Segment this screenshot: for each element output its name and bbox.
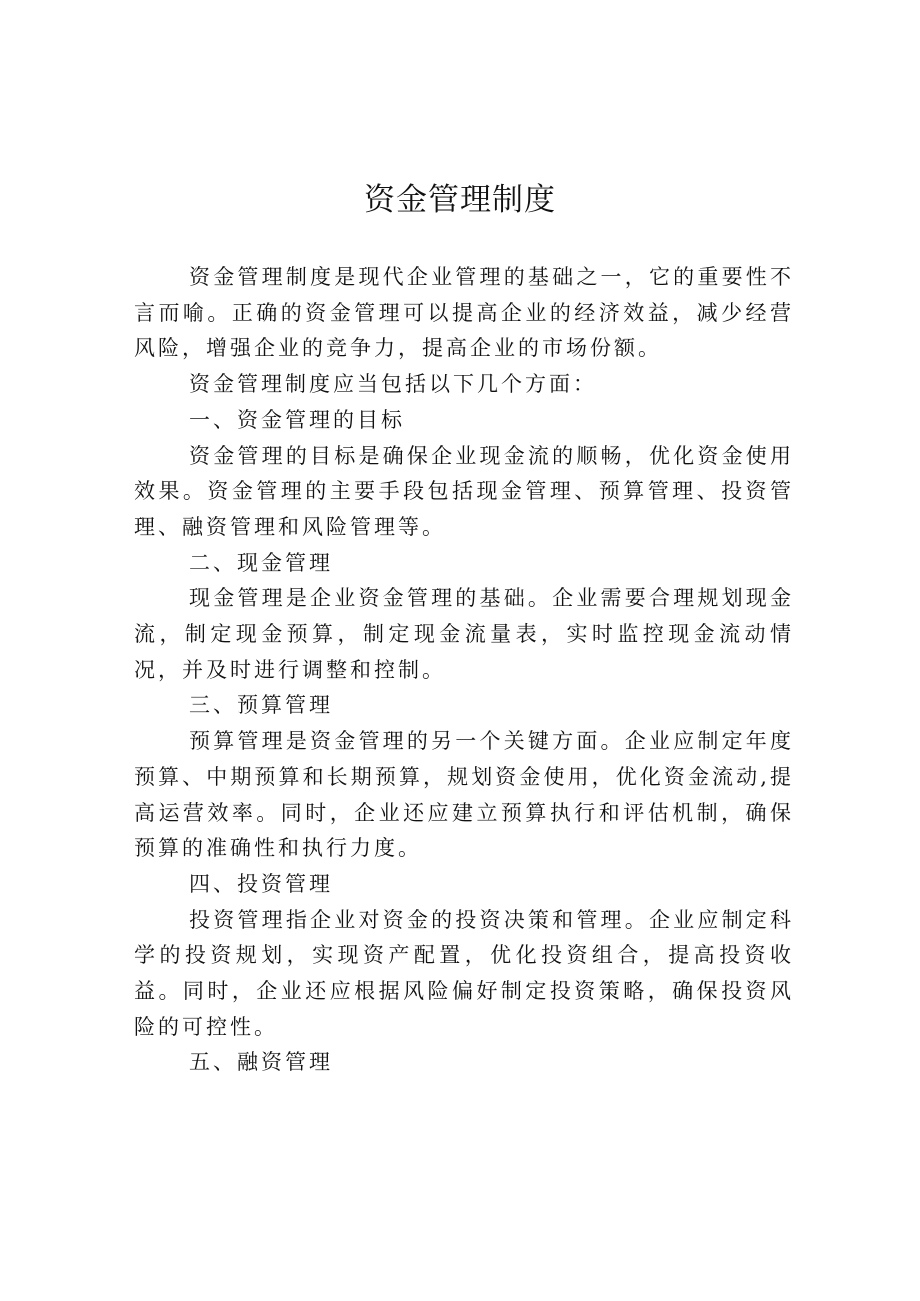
section-heading-investment: 四、投资管理 [189,871,333,896]
paragraph-aspects: 资金管理制度应当包括以下几个方面： [189,372,597,397]
paragraph-cash: 现金管理是企业资金管理的基础。企业需要合理规划现金流，制定现金预算，制定现金流量表，实时监控现金流动情况，并及时进行调整和控制。 [134,586,794,682]
paragraph-intro: 资金管理制度是现代企业管理的基础之一，它的重要性不言而喻。正确的资金管理可以提高企业的经济效益，减少经营风险，增强企业的竞争力，提高企业的市场份额。 [134,265,794,361]
section-heading-financing: 五、融资管理 [189,1050,333,1075]
section-heading-budget: 三、预算管理 [189,693,333,718]
paragraph-budget: 预算管理是资金管理的另一个关键方面。企业应制定年度预算、中期预算和长期预算，规划资金使用，优化资金流动,提高运营效率。同时，企业还应建立预算执行和评估机制，确保预算的准确性和执行力度。 [134,729,794,861]
document-title: 资金管理制度 [364,182,556,218]
section-heading-cash: 二、现金管理 [189,550,333,575]
paragraph-goals: 资金管理的目标是确保企业现金流的顺畅，优化资金使用效果。资金管理的主要手段包括现金管理、预算管理、投资管理、融资管理和风险管理等。 [134,443,794,539]
document-body [134,260,794,1081]
paragraph-investment: 投资管理指企业对资金的投资决策和管理。企业应制定科学的投资规划，实现资产配置，优化投资组合，提高投资收益。同时，企业还应根据风险偏好制定投资策略，确保投资风险的可控性。 [134,907,794,1039]
section-heading-goals: 一、资金管理的目标 [189,407,405,432]
